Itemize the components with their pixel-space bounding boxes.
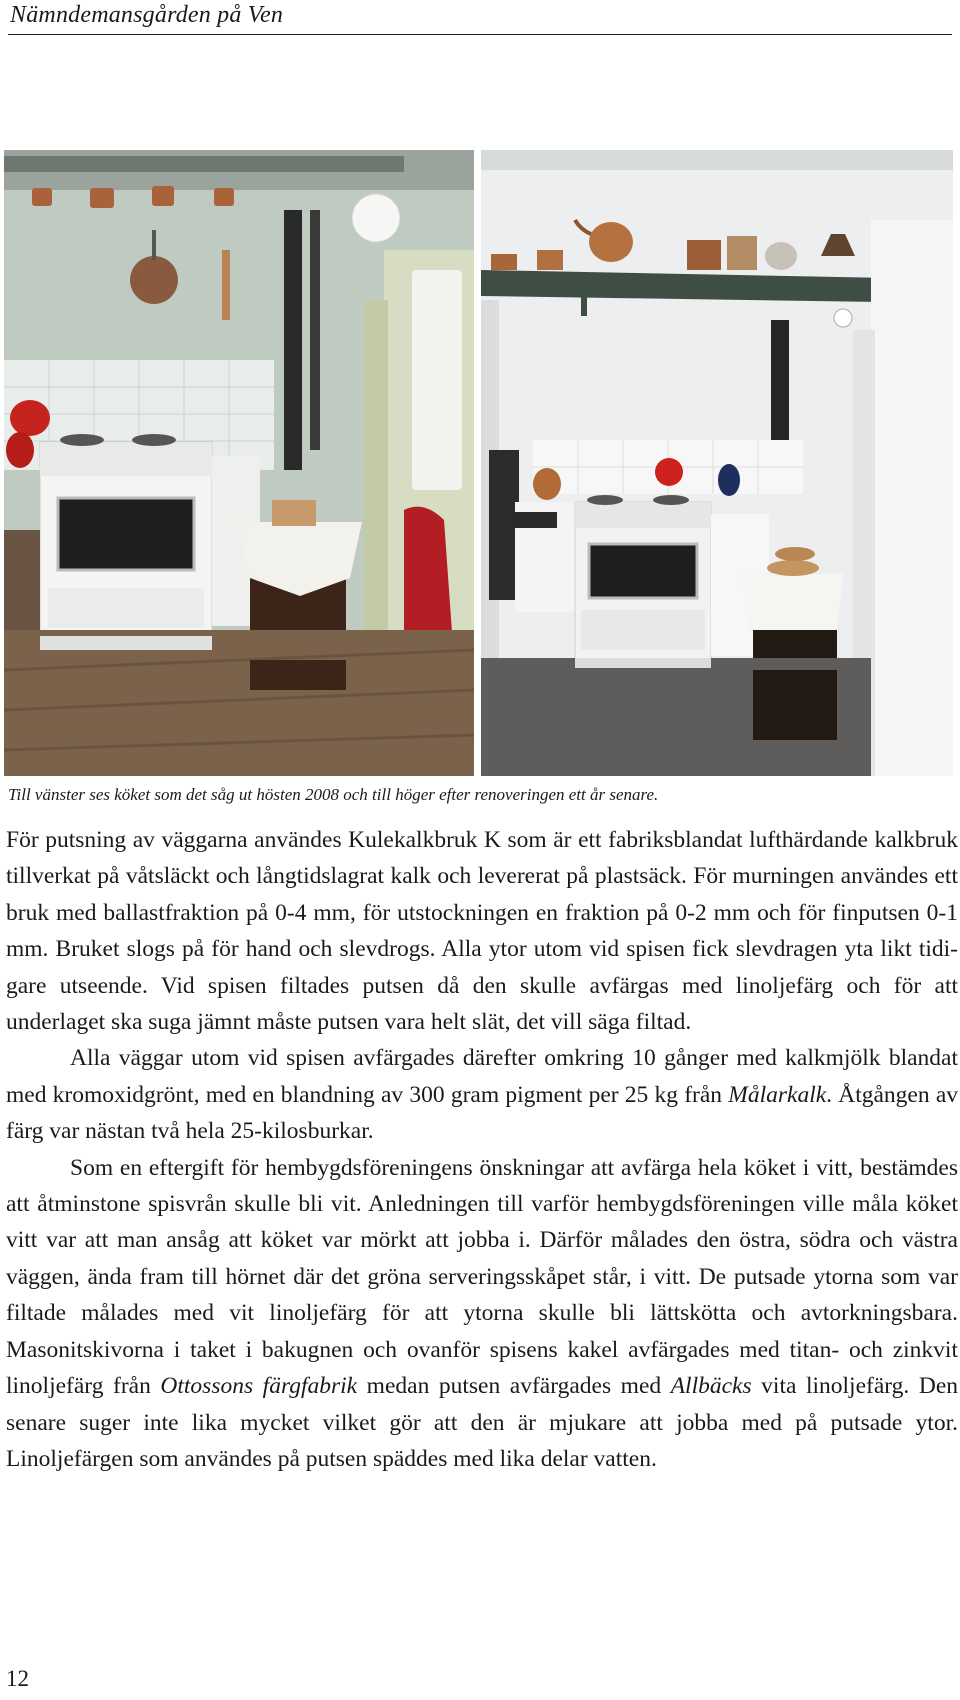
- paragraph-2-text-a: Alla väggar utom vid spisen avfärgades därefter omkring 10 gånger med kalkmjölk blandat med kromoxidgrönt, med en blandning av 300 gram pigment per 25 kg från: [6, 1045, 958, 1108]
- brand-malarkalk: Målarkalk: [728, 1081, 827, 1108]
- paragraph-3-text-a: Som en eftergift för hembygdsföreningens önskningar att avfärga hela köket i vitt, bestämdes att åtminstone spisvrån skulle bli vit. Anledningen till varför hembygdsföreningen ville måla köket vitt var att man ansåg att köket var mörkt att jobba i. Därför målades den östra, södra och västra väggen, ända fram till hörnet där det gröna serveringsskåpet står, i vitt. De putsade ytorna som var filtade målades med vit linoljefärg för att ytorna skulle bli lättskötta och avtorkningsbara. Masonitskivorna i taket i bakugnen och ovanför spisens kakel avfärgades med titan- och zinkvit linoljefärg från: [6, 1154, 958, 1400]
- page-number: 12: [6, 1666, 29, 1691]
- running-header: [8, 0, 952, 35]
- paragraph-3: [6, 1150, 958, 1478]
- photo-kitchen-after: [481, 150, 953, 776]
- paragraph-3-text-b: medan putsen avfärgades med: [357, 1373, 671, 1400]
- photo-kitchen-before: [4, 150, 474, 776]
- brand-ottossons: Ottossons färgfabrik: [160, 1373, 358, 1400]
- kitchen-after-illustration: [481, 150, 953, 776]
- paragraph-2-text-b: . Åtgången av färg var nästan två hela 25-kilosburkar.: [6, 1081, 958, 1145]
- paragraph-2: [6, 1040, 958, 1149]
- body-text: [6, 822, 958, 1477]
- paragraph-1: För putsning av väggarna användes Kulekalkbruk K som är ett fabriksblandat lufthärdande kalkbruk tillverkat på våtsläckt och långtidslagrat kalk och levererat på plastsäck. För murningen användes ett bruk med ballastfraktion på 0-4 mm, för utstockningen en fraktion på 0-2 mm och för finputsen 0-1 mm. Bruket slogs på för hand och slevdrogs. Alla ytor utom vid spisen fick slevdragen yta likt tidigare utseende. Vid spisen filtades putsen då den skulle avfärgas med linoljefärg och för att underlaget ska suga jämnt måste putsen vara helt slät, det vill säga filtad.: [6, 827, 958, 1036]
- kitchen-before-illustration: [4, 150, 474, 776]
- paragraph-3-text-c: vita linoljefärg. Den senare suger inte lika mycket vilket gör att den är mjukare att jobba med på putsade ytor. Linoljefärgen som användes på putsen späddes med lika delar vatten.: [6, 1373, 959, 1472]
- brand-allbacks: Allbäcks: [670, 1373, 752, 1400]
- running-title: Nämndemansgården på Ven: [10, 2, 284, 28]
- figure-caption: Till vänster ses köket som det såg ut hösten 2008 och till höger efter renoveringen ett år senare.: [8, 785, 659, 804]
